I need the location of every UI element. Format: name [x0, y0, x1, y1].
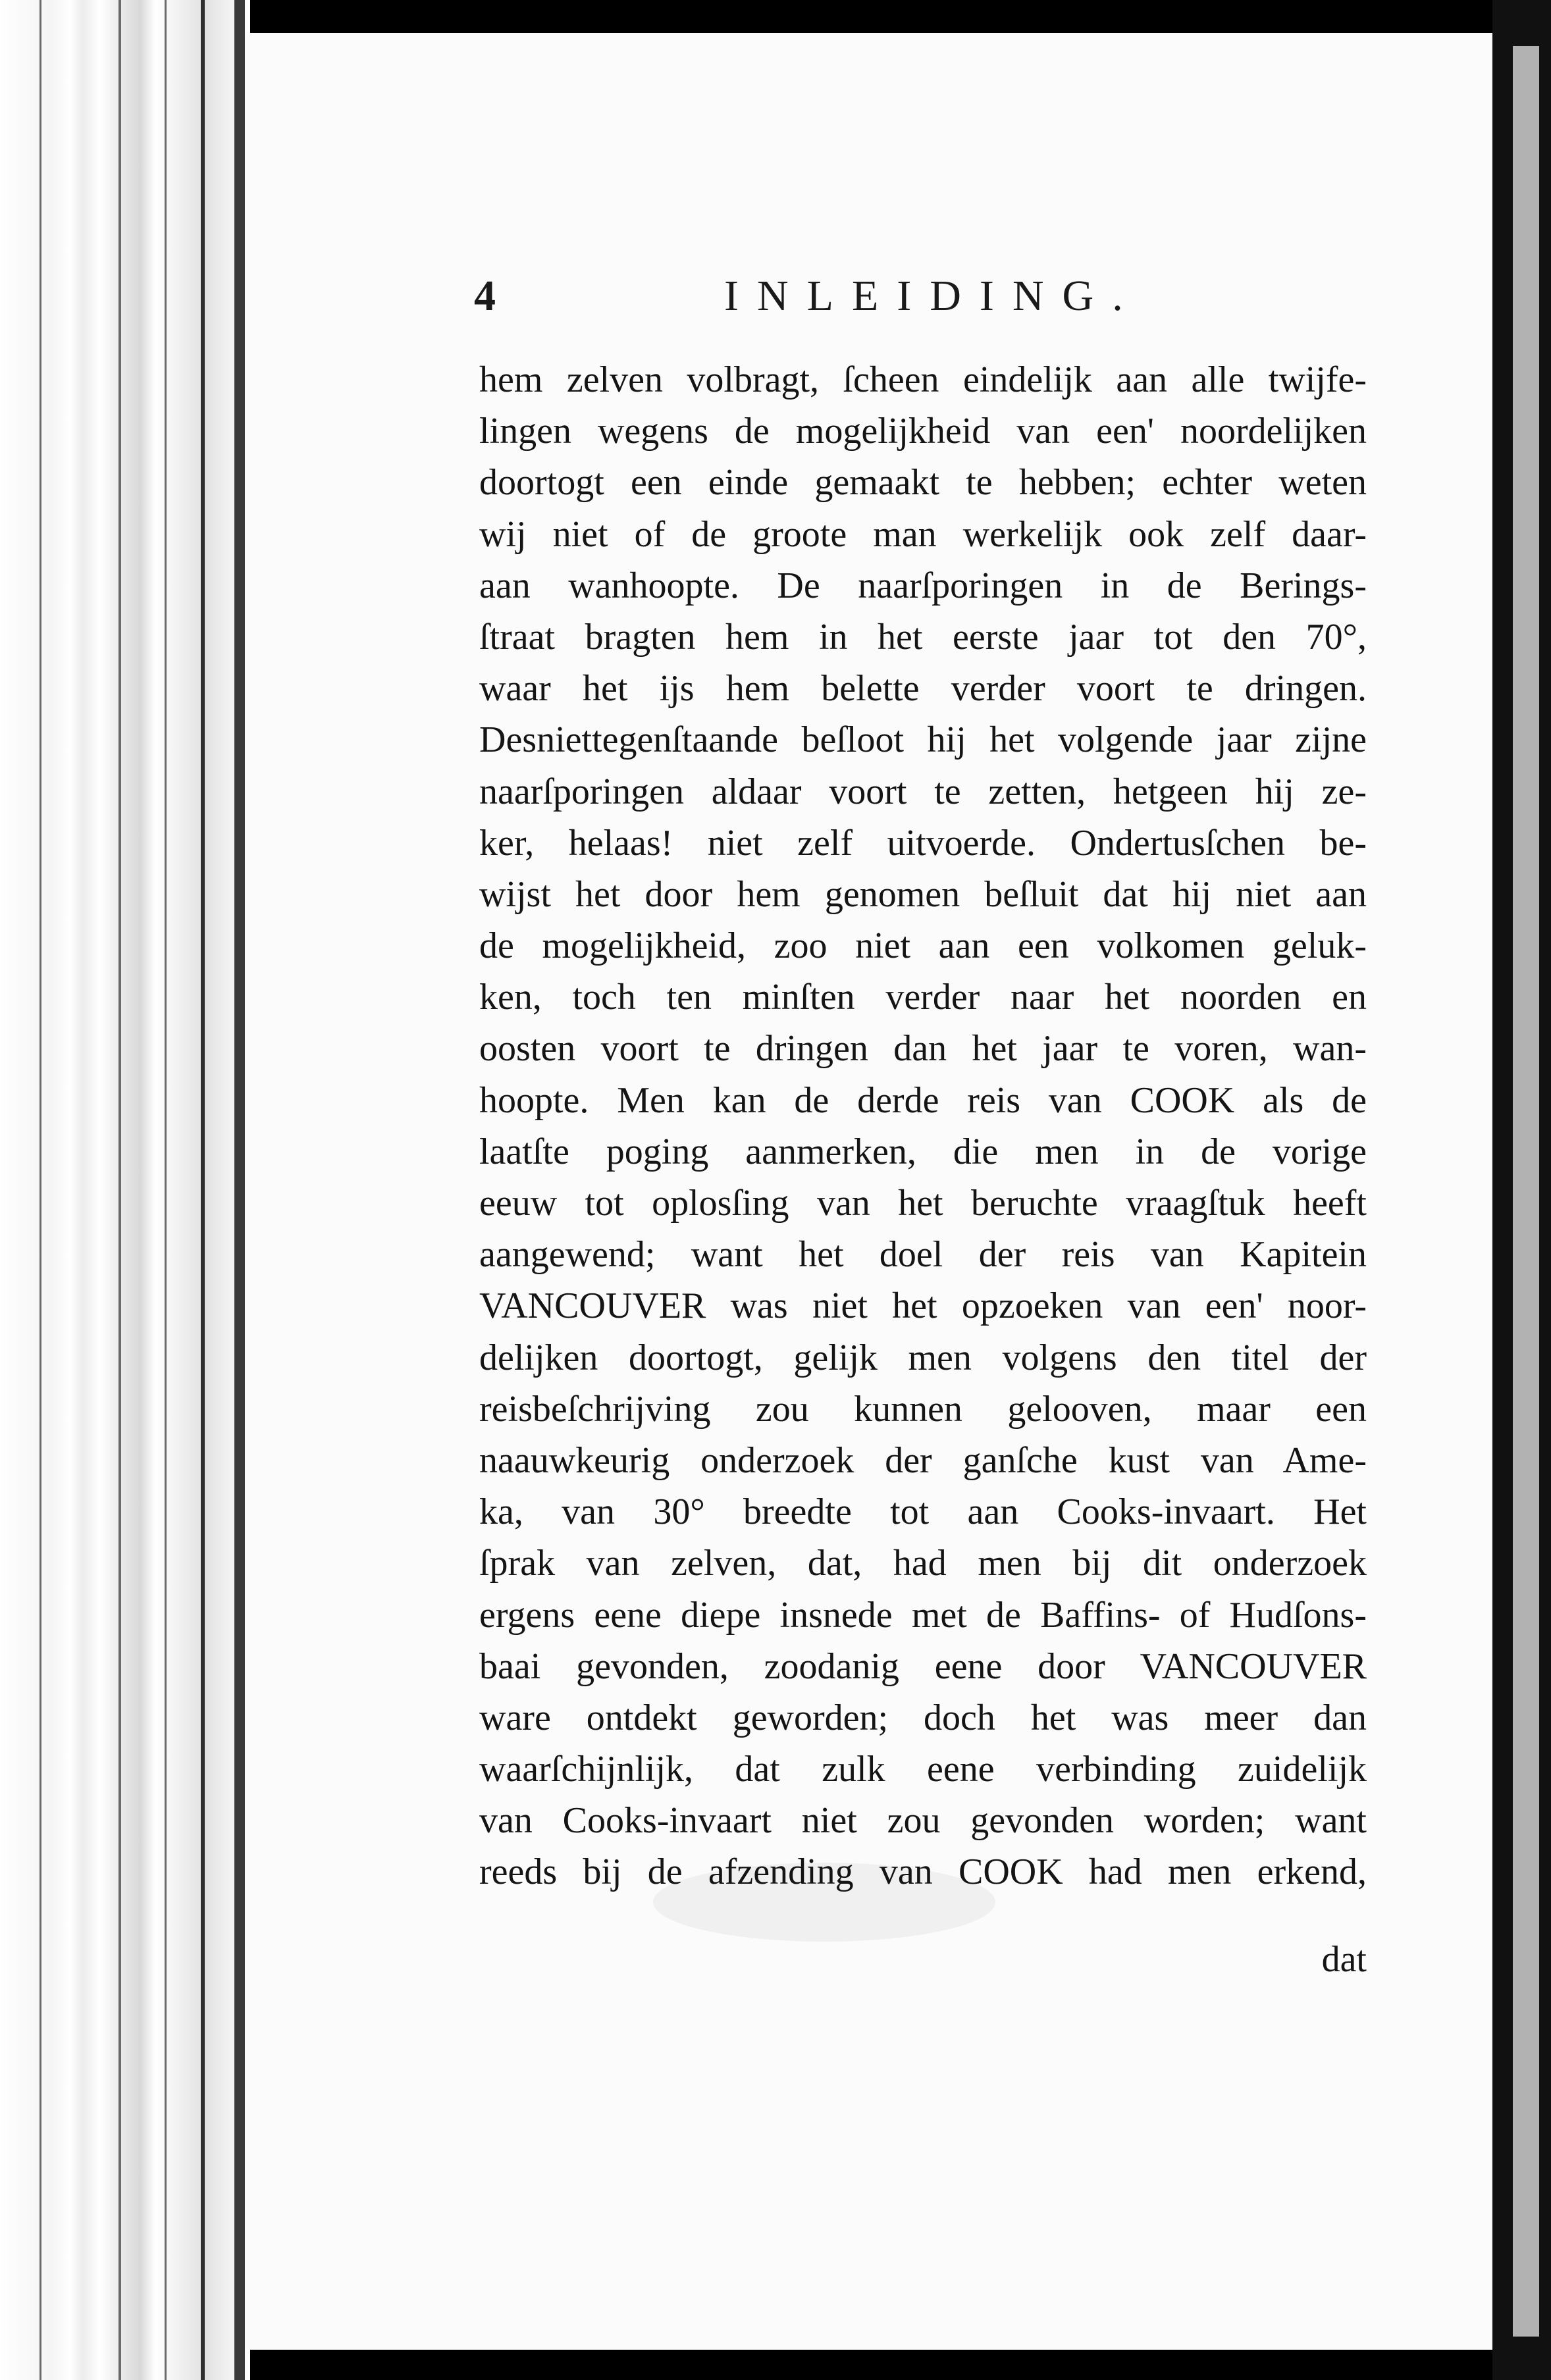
body-text	[479, 354, 1367, 1980]
text-line: waar het ijs hem belette verder voort te dringen.	[479, 668, 1367, 710]
text-line: ken, toch ten minſten verder naar het noorden en	[479, 977, 1367, 1018]
text-line: laatſte poging aanmerken, die men in de vorige	[479, 1131, 1367, 1172]
text-line: lingen wegens de mogelijkheid van een' noordelijken	[479, 411, 1367, 452]
gutter-shadow	[234, 0, 245, 2380]
page-edge-line	[118, 0, 121, 2380]
text-line: aan wanhoopte. De naarſporingen in de Berings-	[479, 565, 1367, 606]
text-line: reeds bij de afzending van COOK had men erkend,	[479, 1851, 1367, 1893]
text-line: eeuw tot oplosſing van het beruchte vraagſtuk heeft	[479, 1183, 1367, 1224]
text-line: van Cooks-invaart niet zou gevonden worden; want	[479, 1800, 1367, 1842]
page-edge-line	[165, 0, 167, 2380]
text-line: aangewend; want het doel der reis van Kapitein	[479, 1234, 1367, 1276]
page-edge-line	[39, 0, 41, 2380]
text-line: naauwkeurig onderzoek der ganſche kust van Ame-	[479, 1439, 1367, 1481]
text-line: ka, van 30° breedte tot aan Cooks-invaart. Het	[479, 1491, 1367, 1533]
text-line: naarſporingen aldaar voort te zetten, hetgeen hij ze-	[479, 771, 1367, 812]
catchword: dat	[1321, 1939, 1367, 1980]
text-line: oosten voort te dringen dan het jaar te voren, wan-	[479, 1028, 1367, 1070]
running-title: INLEIDING.	[724, 272, 1142, 320]
text-line: hoopte. Men kan de derde reis van COOK als de	[479, 1079, 1367, 1121]
text-line: wijst het door hem genomen beſluit dat hij niet aan	[479, 873, 1367, 915]
text-line: de mogelijkheid, zoo niet aan een volkomen geluk-	[479, 925, 1367, 967]
text-line: delijken doortogt, gelijk men volgens den titel der	[479, 1337, 1367, 1378]
text-line: VANCOUVER was niet het opzoeken van een' noor-	[479, 1285, 1367, 1327]
text-line: baai gevonden, zoodanig eene door VANCOUVER	[479, 1645, 1367, 1687]
text-line: reisbeſchrijving zou kunnen gelooven, maar een	[479, 1388, 1367, 1430]
text-line: ware ontdekt geworden; doch het was meer dan	[479, 1697, 1367, 1738]
text-line: Desniettegenſtaande beſloot hij het volgende jaar zijne	[479, 719, 1367, 761]
text-line: ſtraat bragten hem in het eerste jaar tot den 70°,	[479, 616, 1367, 658]
text-line: hem zelven volbragt, ſcheen eindelijk aan alle twijfe-	[479, 359, 1367, 400]
text-line: ſprak van zelven, dat, had men bij dit onderzoek	[479, 1543, 1367, 1584]
text-line: doortogt een einde gemaakt te hebben; echter weten	[479, 462, 1367, 504]
text-line: waarſchijnlijk, dat zulk eene verbinding zuidelijk	[479, 1749, 1367, 1790]
next-page-edge	[1513, 46, 1539, 2337]
page-edge-line	[201, 0, 205, 2380]
text-line: wij niet of de groote man werkelijk ook zelf daar-	[479, 513, 1367, 555]
text-line: ergens eene diepe insnede met de Baffins- of Hudſons-	[479, 1594, 1367, 1636]
page-number: 4	[474, 272, 496, 320]
running-head	[474, 271, 1369, 330]
text-line: ker, helaas! niet zelf uitvoerde. Ondertusſchen be-	[479, 822, 1367, 864]
book-page-edges	[0, 0, 250, 2380]
